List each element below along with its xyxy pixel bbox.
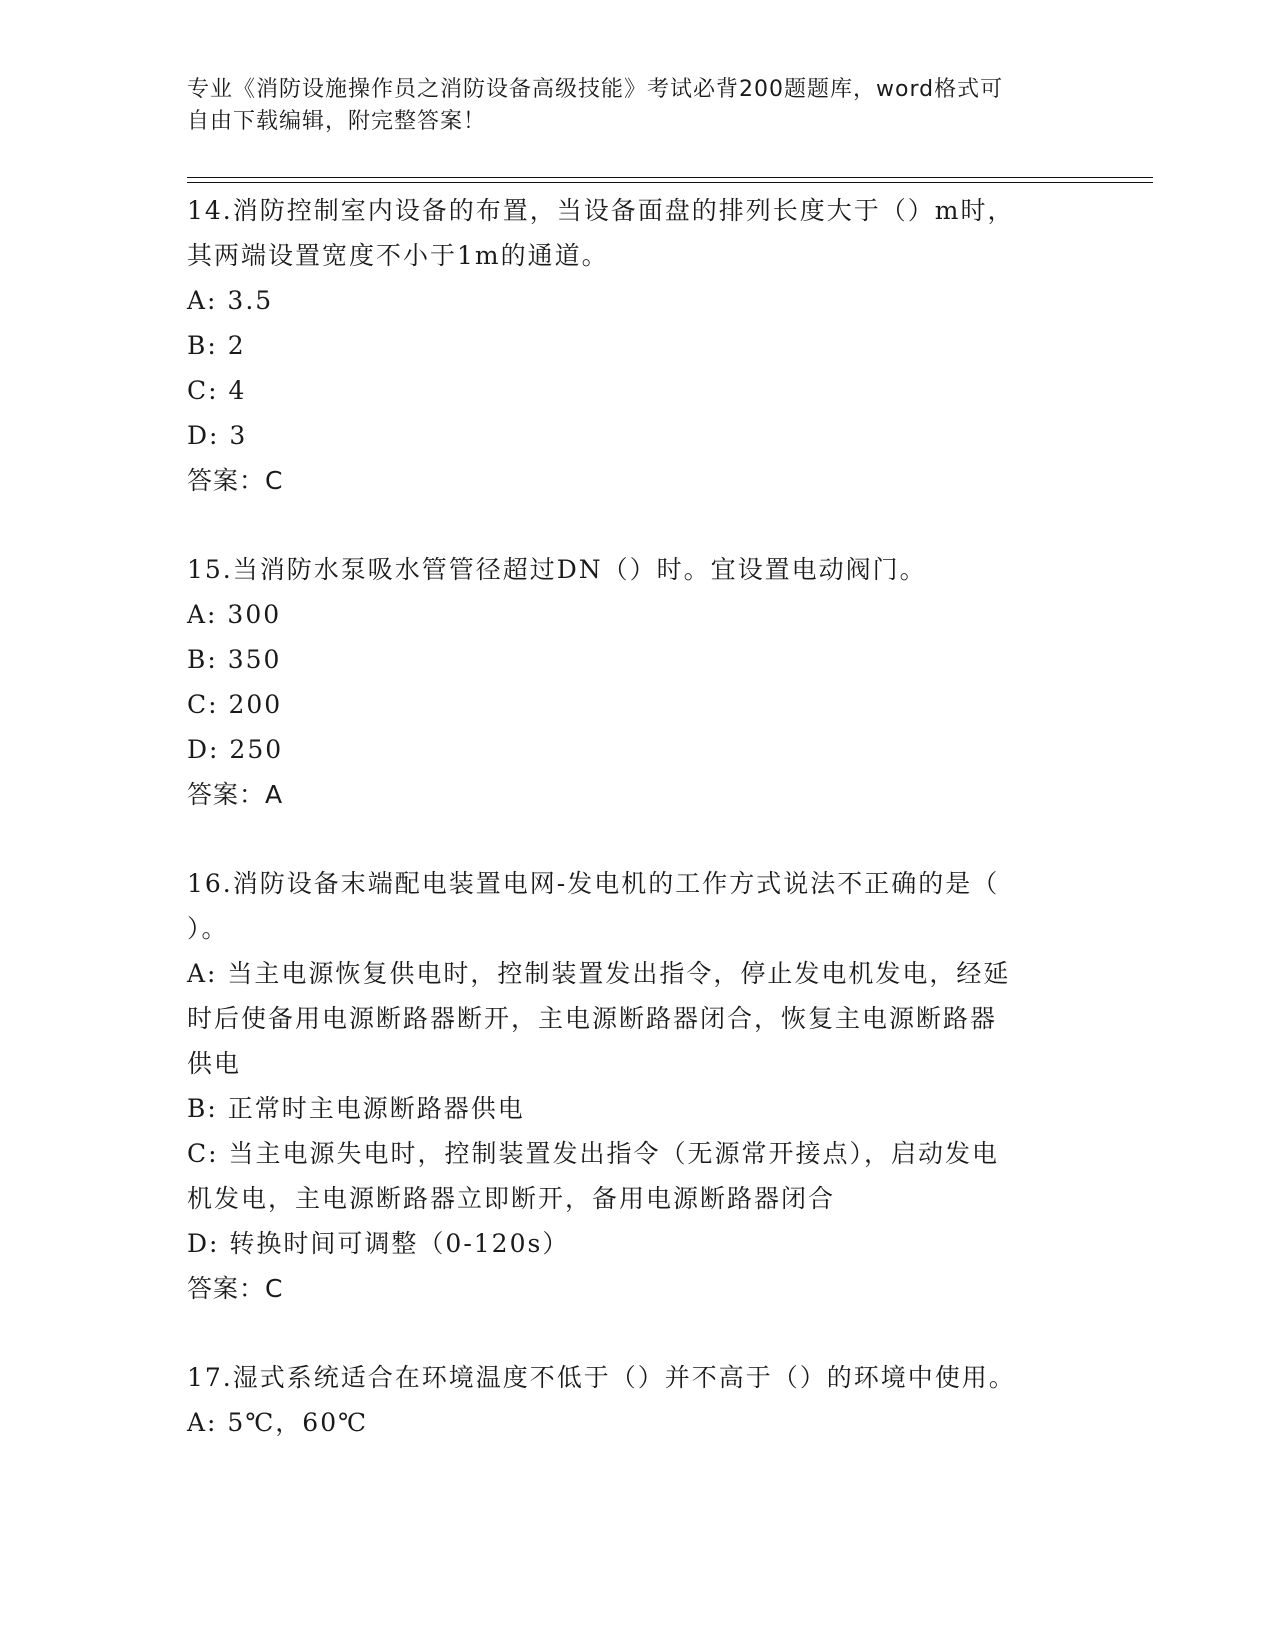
- document-header: [187, 74, 1067, 138]
- option-d: D: 转换时间可调整（0-120s）: [187, 1229, 570, 1258]
- question-15: [187, 547, 1087, 817]
- question-16: [187, 861, 1087, 1311]
- answer: 答案：C: [187, 1274, 284, 1303]
- option-c-cont: 机发电，主电源断路器立即断开，备用电源断路器闭合: [187, 1184, 836, 1213]
- header-line-2: 自由下载编辑，附完整答案！: [187, 109, 487, 134]
- question-stem: 17.湿式系统适合在环境温度不低于（）并不高于（）的环境中使用。: [187, 1363, 1016, 1392]
- option-b: B: 350: [187, 645, 282, 674]
- question-stem: 15.当消防水泵吸水管管径超过DN（）时。宜设置电动阀门。: [187, 555, 927, 584]
- option-c: C: 200: [187, 690, 283, 719]
- question-stem: 14.消防控制室内设备的布置，当设备面盘的排列长度大于（）m时，: [187, 196, 1015, 225]
- option-a-cont: 时后使备用电源断路器断开，主电源断路器闭合，恢复主电源断路器: [187, 1004, 998, 1033]
- option-b: B: 2: [187, 331, 246, 360]
- question-14: [187, 188, 1087, 503]
- header-divider-bottom: [187, 182, 1153, 183]
- question-stem-cont: ）。: [187, 914, 229, 943]
- option-a: A: 当主电源恢复供电时，控制装置发出指令，停止发电机发电，经延: [187, 959, 1011, 988]
- question-17: [187, 1355, 1087, 1445]
- answer: 答案：C: [187, 466, 284, 495]
- option-a: A: 3.5: [187, 286, 274, 315]
- option-c: C: 4: [187, 376, 247, 405]
- option-a: A: 5℃，60℃: [187, 1408, 369, 1437]
- question-stem-cont: 其两端设置宽度不小于1m的通道。: [187, 241, 609, 270]
- option-c: C: 当主电源失电时，控制装置发出指令（无源常开接点），启动发电: [187, 1139, 1000, 1168]
- header-line-1: 专业《消防设施操作员之消防设备高级技能》考试必背200题题库，word格式可: [187, 77, 1004, 102]
- option-d: D: 3: [187, 421, 248, 450]
- option-a: A: 300: [187, 600, 282, 629]
- option-b: B: 正常时主电源断路器供电: [187, 1094, 525, 1123]
- header-divider-top: [187, 177, 1153, 178]
- option-a-cont: 供电: [187, 1049, 242, 1078]
- option-d: D: 250: [187, 735, 284, 764]
- answer: 答案：A: [187, 780, 284, 809]
- question-list: [187, 188, 1087, 1445]
- question-stem: 16.消防设备末端配电装置电网-发电机的工作方式说法不正确的是（: [187, 869, 1000, 898]
